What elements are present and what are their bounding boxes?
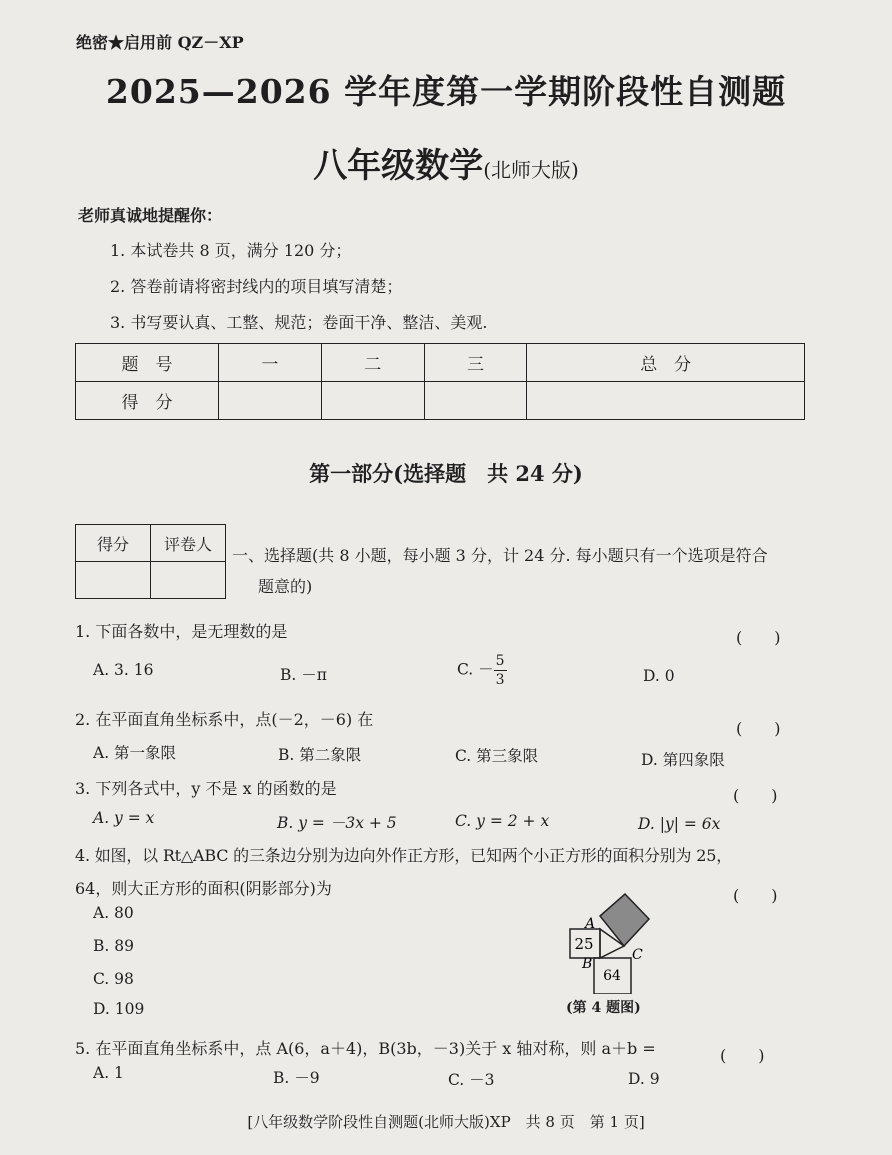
option-d: D. 109 [93, 1000, 145, 1018]
score-cell[interactable] [219, 382, 322, 420]
question-stem: 4. 如图，以 Rt△ABC 的三条边分别为边向外作正方形，已知两个小正方形的面积分别为 25， [75, 846, 733, 865]
row-label: 得 分 [76, 382, 219, 420]
figure-caption: (第 4 题图) [566, 1000, 641, 1016]
table-row [76, 562, 226, 599]
score-cell[interactable] [76, 562, 151, 599]
notice-item: 1. 本试卷共 8 页，满分 120 分； [110, 241, 352, 260]
grader-label: 评卷人 [151, 525, 226, 562]
option-c: C. 第三象限 [455, 747, 539, 765]
vertex-c: C [632, 947, 643, 963]
vertex-a: A [585, 916, 596, 932]
question-stem: 3. 下列各式中，y 不是 x 的函数的是 [75, 779, 337, 798]
column-header: 二 [321, 344, 424, 382]
answer-paren[interactable]: ( ) [733, 886, 778, 905]
table-row [76, 344, 805, 382]
option-b: B. 89 [93, 937, 134, 955]
answer-paren[interactable]: ( ) [720, 1046, 765, 1065]
label-25: 25 [574, 935, 594, 953]
score-table [75, 343, 805, 420]
fraction-numerator: 5 [495, 653, 505, 669]
option-a: A. 第一象限 [93, 744, 177, 762]
option-a: A. 80 [93, 904, 134, 922]
fraction [494, 652, 507, 689]
option-a: A. 1 [93, 1064, 124, 1082]
option-b: B. －9 [273, 1069, 320, 1087]
option-c [457, 652, 507, 689]
option-c-label: C. － [457, 660, 494, 679]
table-row [76, 525, 226, 562]
option-b: B. －π [280, 666, 327, 684]
notice-item: 2. 答卷前请将密封线内的项目填写清楚； [110, 277, 403, 296]
option-b: B. y = －3x + 5 [277, 814, 397, 832]
pythagoras-figure [560, 888, 670, 994]
edition-label: (北师大版) [483, 158, 579, 182]
subject-title [0, 138, 892, 187]
option-c: C. y = 2 + x [455, 812, 550, 830]
question-stem: 5. 在平面直角坐标系中，点 A(6，a＋4)，B(3b，－3)关于 x 轴对称，则 a＋b = [75, 1039, 656, 1058]
label-64: 64 [603, 968, 621, 984]
answer-paren[interactable]: ( ) [736, 719, 781, 738]
answer-paren[interactable]: ( ) [733, 786, 778, 805]
question-stem: 1. 下面各数中，是无理数的是 [75, 622, 288, 641]
option-d: D. 9 [628, 1070, 660, 1088]
subject-name: 八年级数学 [313, 146, 484, 186]
notice-heading: 老师真诚地提醒你： [78, 206, 223, 225]
option-d: D. |y| = 6x [638, 815, 721, 833]
option-d: D. 第四象限 [641, 751, 725, 769]
fraction-denominator: 3 [495, 672, 505, 688]
score-cell[interactable] [424, 382, 527, 420]
option-d: D. 0 [643, 667, 675, 685]
exam-title: 2025—2026 学年度第一学期阶段性自测题 [105, 72, 787, 111]
option-c: C. －3 [448, 1071, 495, 1089]
question-stem: 2. 在平面直角坐标系中，点(－2，－6) 在 [75, 710, 374, 729]
vertex-b: B [582, 956, 593, 972]
score-label: 得分 [76, 525, 151, 562]
row-label: 题 号 [76, 344, 219, 382]
page-footer: [八年级数学阶段性自测题(北师大版)XP 共 8 页 第 1 页] [247, 1113, 645, 1131]
score-cell[interactable] [527, 382, 805, 420]
column-header: 总 分 [527, 344, 805, 382]
part-title: 第一部分(选择题 共 24 分) [309, 461, 583, 486]
question-stem-continued: 64，则大正方形的面积(阴影部分)为 [75, 879, 332, 898]
column-header: 三 [424, 344, 527, 382]
option-b: B. 第二象限 [278, 746, 362, 764]
notice-item: 3. 书写要认真、工整、规范；卷面干净、整洁、美观. [110, 313, 488, 332]
section-instruction: 一、选择题(共 8 小题，每小题 3 分，计 24 分. 每小题只有一个选项是符合 [232, 546, 768, 565]
confidential-mark: 绝密★启用前 QZ－XP [76, 33, 244, 52]
section-instruction: 题意的) [258, 577, 313, 596]
table-row [76, 382, 805, 420]
option-a: A. y = x [93, 809, 155, 827]
score-cell[interactable] [321, 382, 424, 420]
grader-table [75, 524, 226, 599]
answer-paren[interactable]: ( ) [736, 628, 781, 647]
large-square-shaded [600, 894, 649, 946]
column-header: 一 [219, 344, 322, 382]
option-c: C. 98 [93, 970, 134, 988]
option-a: A. 3. 16 [93, 661, 154, 679]
grader-cell[interactable] [151, 562, 226, 599]
